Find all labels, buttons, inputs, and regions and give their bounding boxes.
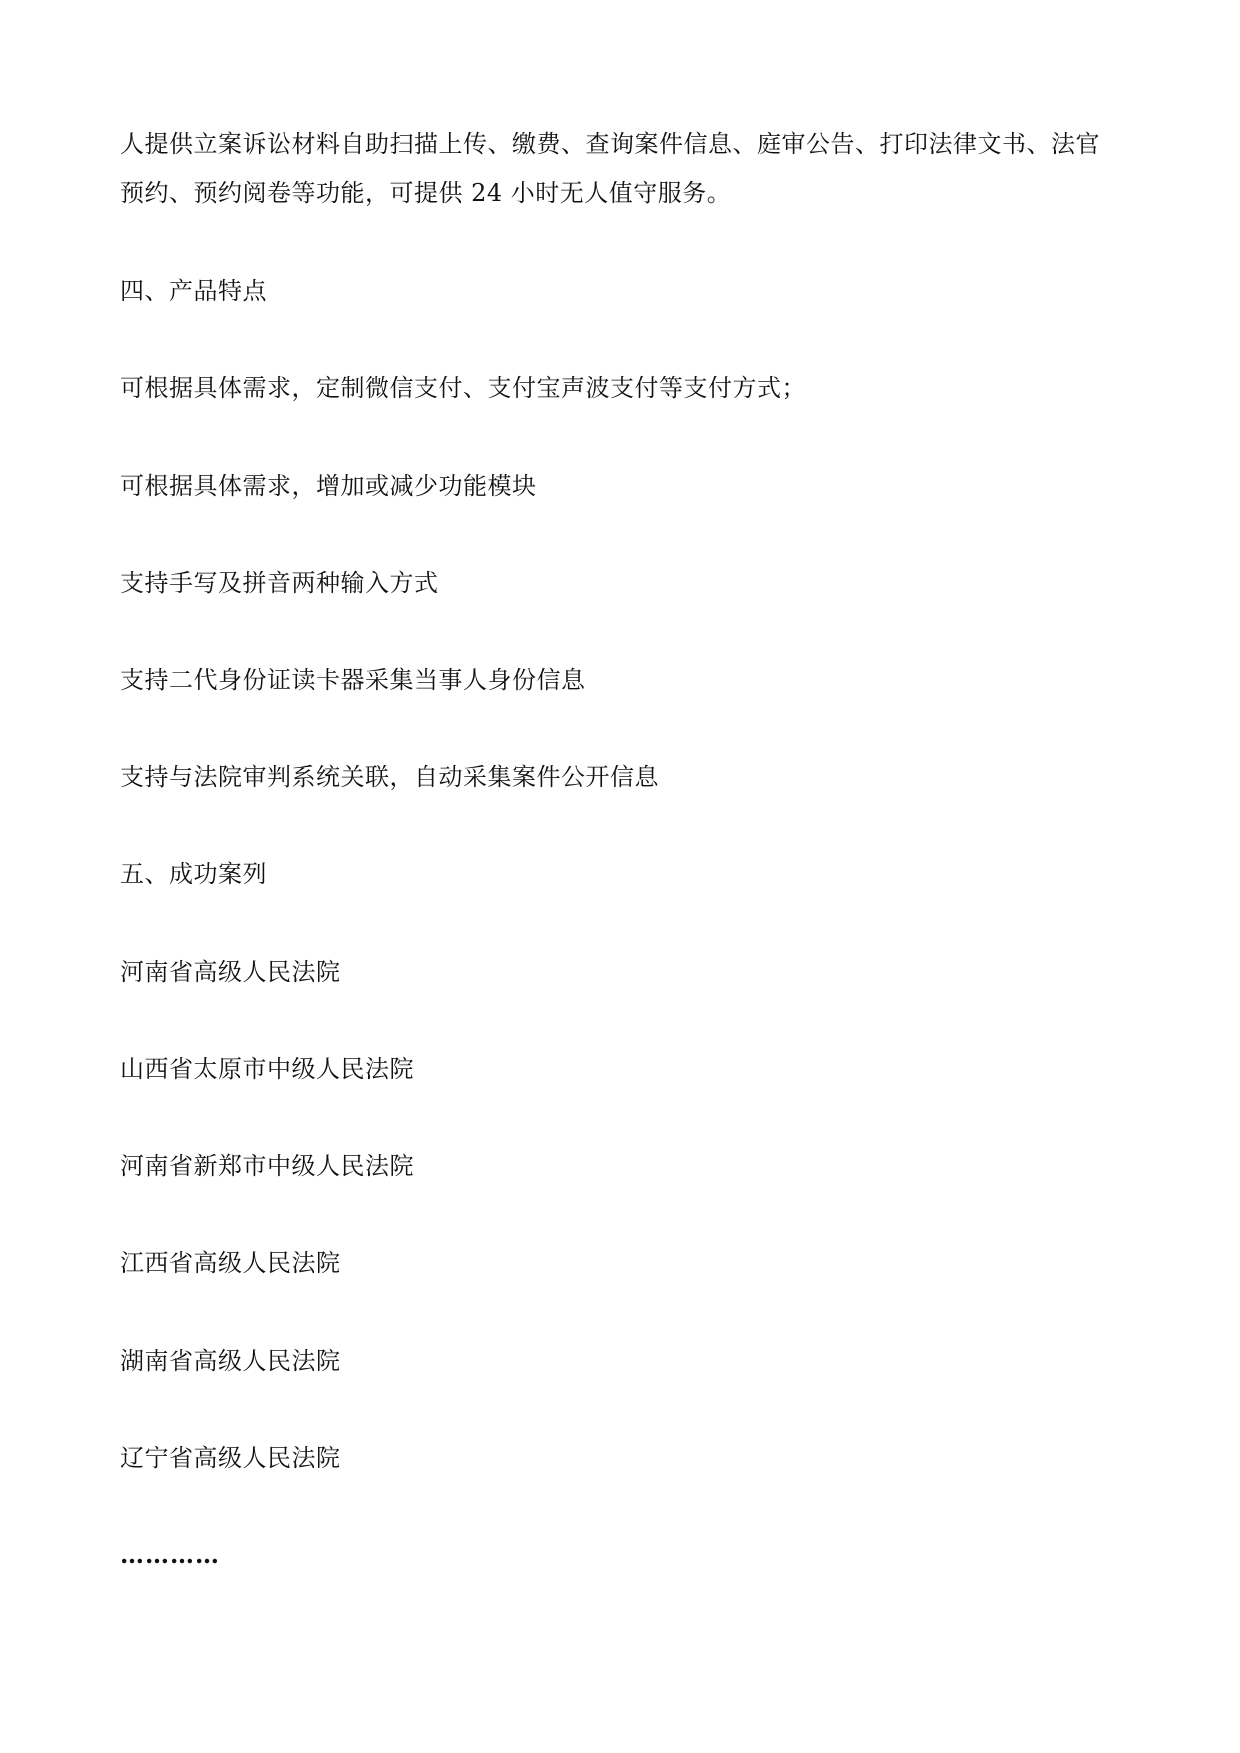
case-item: 河南省新郑市中级人民法院 bbox=[120, 1152, 414, 1180]
case-item: 江西省高级人民法院 bbox=[120, 1249, 341, 1277]
case-item: 辽宁省高级人民法院 bbox=[120, 1444, 341, 1472]
section-four-heading: 四、产品特点 bbox=[120, 277, 267, 305]
case-item: 山西省太原市中级人民法院 bbox=[120, 1055, 414, 1083]
intro-line-1: 人提供立案诉讼材料自助扫描上传、缴费、查询案件信息、庭审公告、打印法律文书、法官 bbox=[120, 130, 1100, 158]
section-five-heading: 五、成功案列 bbox=[120, 860, 267, 888]
case-item: 湖南省高级人民法院 bbox=[120, 1347, 341, 1375]
ellipsis: ………… bbox=[120, 1540, 220, 1569]
intro-line-2: 预约、预约阅卷等功能，可提供 24 小时无人值守服务。 bbox=[120, 179, 732, 207]
feature-item: 可根据具体需求，定制微信支付、支付宝声波支付等支付方式； bbox=[120, 374, 806, 402]
feature-item: 可根据具体需求，增加或减少功能模块 bbox=[120, 472, 537, 500]
feature-item: 支持手写及拼音两种输入方式 bbox=[120, 569, 439, 597]
feature-item: 支持与法院审判系统关联，自动采集案件公开信息 bbox=[120, 763, 659, 791]
case-item: 河南省高级人民法院 bbox=[120, 958, 341, 986]
feature-item: 支持二代身份证读卡器采集当事人身份信息 bbox=[120, 666, 586, 694]
